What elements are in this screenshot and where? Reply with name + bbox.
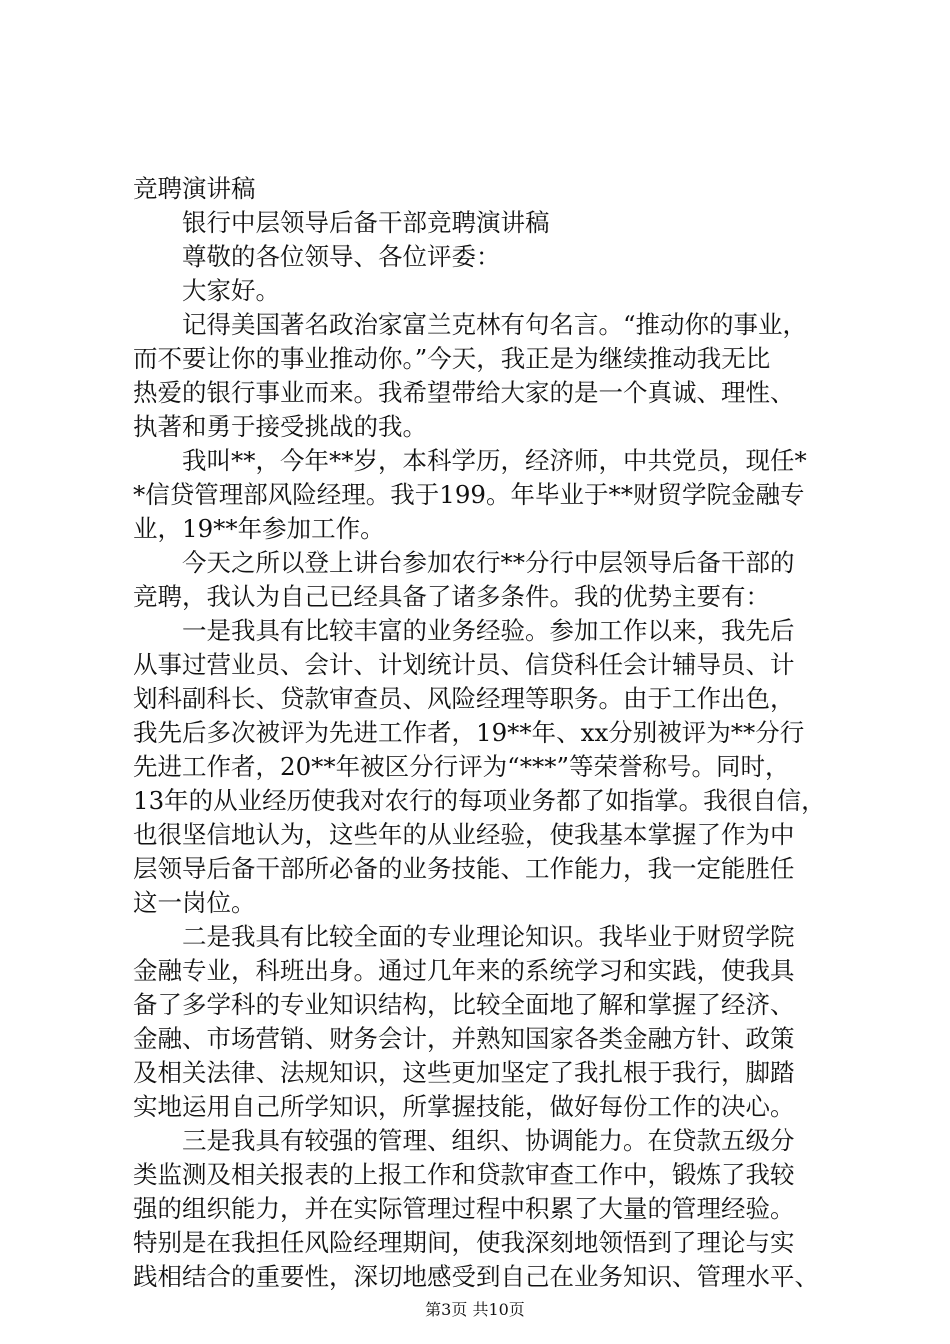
text-line: 及相关法律、法规知识，这些更加坚定了我扎根于我行，脚踏	[133, 1058, 795, 1087]
text-line: 层领导后备干部所必备的业务技能、工作能力，我一定能胜任	[133, 854, 795, 883]
text-line: 先进工作者，20**年被区分行评为“***”等荣誉称号。同时，	[133, 752, 790, 781]
text-line: 竞聘，我认为自己已经具备了诸多条件。我的优势主要有：	[133, 582, 770, 611]
text-line: 今天之所以登上讲台参加农行**分行中层领导后备干部的	[133, 548, 795, 577]
text-line: 金融专业，科班出身。通过几年来的系统学习和实践，使我具	[133, 956, 795, 985]
text-line: 我先后多次被评为先进工作者，19**年、xx分别被评为**分行	[133, 718, 805, 747]
document-heading: 竞聘演讲稿	[133, 174, 256, 203]
text-line: 这一岗位。	[133, 888, 256, 917]
speech-title: 银行中层领导后备干部竞聘演讲稿	[133, 208, 550, 237]
text-line: 一是我具有比较丰富的业务经验。参加工作以来，我先后	[133, 616, 795, 645]
text-line: 也很坚信地认为，这些年的从业经验，使我基本掌握了作为中	[133, 820, 795, 849]
text-line: 我叫**，今年**岁，本科学历，经济师，中共党员，现任*	[133, 446, 807, 475]
salutation: 尊敬的各位领导、各位评委：	[133, 242, 501, 271]
text-line: 13年的从业经历使我对农行的每项业务都了如指掌。我很自信，	[133, 786, 826, 815]
text-line: 三是我具有较强的管理、组织、协调能力。在贷款五级分	[133, 1126, 795, 1155]
page-number-footer: 第3页 共10页	[425, 1300, 525, 1319]
text-line: 业，19**年参加工作。	[133, 514, 385, 543]
text-line: 二是我具有比较全面的专业理论知识。我毕业于财贸学院	[133, 922, 795, 951]
text-line: *信贷管理部风险经理。我于199。年毕业于**财贸学院金融专	[133, 480, 805, 509]
text-line: 金融、市场营销、财务会计，并熟知国家各类金融方针、政策	[133, 1024, 795, 1053]
text-line: 践相结合的重要性，深切地感受到自己在业务知识、管理水平、	[133, 1262, 819, 1291]
text-line: 实地运用自己所学知识，所掌握技能，做好每份工作的决心。	[133, 1092, 795, 1121]
text-line: 特别是在我担任风险经理期间，使我深刻地领悟到了理论与实	[133, 1228, 795, 1257]
text-line: 类监测及相关报表的上报工作和贷款审查工作中，锻炼了我较	[133, 1160, 795, 1189]
greeting: 大家好。	[133, 276, 280, 305]
text-line: 执著和勇于接受挑战的我。	[133, 412, 427, 441]
text-line: 热爱的银行事业而来。我希望带给大家的是一个真诚、理性、	[133, 378, 795, 407]
text-line: 从事过营业员、会计、计划统计员、信贷科任会计辅导员、计	[133, 650, 795, 679]
text-line: 而不要让你的事业推动你。”今天，我正是为继续推动我无比	[133, 344, 771, 373]
text-line: 备了多学科的专业知识结构，比较全面地了解和掌握了经济、	[133, 990, 795, 1019]
text-line: 划科副科长、贷款审查员、风险经理等职务。由于工作出色，	[133, 684, 795, 713]
text-line: 记得美国著名政治家富兰克林有句名言。“推动你的事业，	[133, 310, 808, 339]
text-line: 强的组织能力，并在实际管理过程中积累了大量的管理经验。	[133, 1194, 795, 1223]
